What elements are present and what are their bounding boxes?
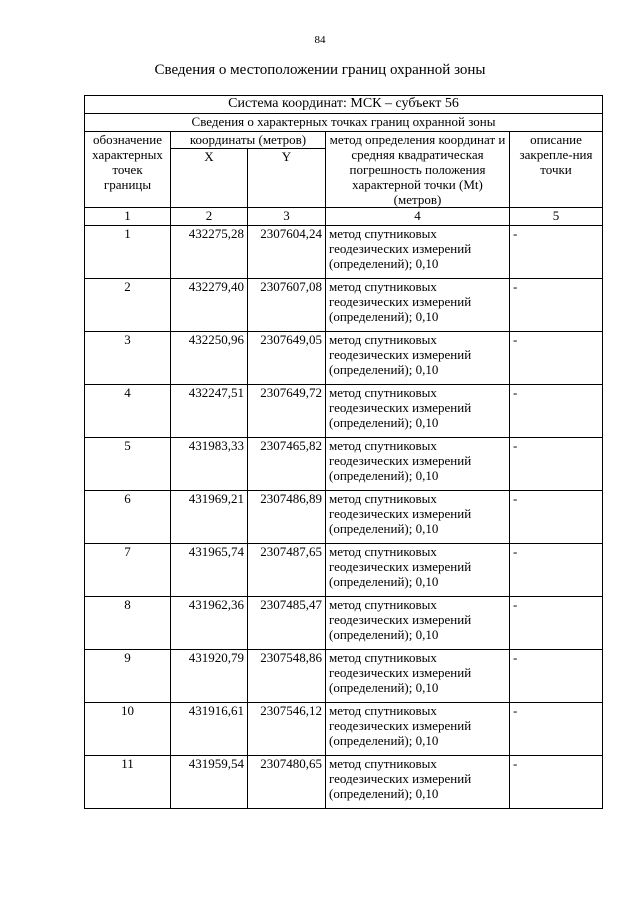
x-coordinate-cell: 431962,36 xyxy=(171,597,248,650)
point-designation-cell: 9 xyxy=(85,650,171,703)
header-fixing-description: описание закрепле-ния точки xyxy=(510,132,603,208)
document-title: Сведения о местоположении границ охранной зоны xyxy=(154,62,486,78)
method-cell: метод спутниковых геодезических измерений (определений); 0,10 xyxy=(326,385,510,438)
method-cell: метод спутниковых геодезических измерений (определений); 0,10 xyxy=(326,438,510,491)
method-cell: метод спутниковых геодезических измерений (определений); 0,10 xyxy=(326,756,510,809)
y-coordinate-cell: 2307465,82 xyxy=(248,438,326,491)
y-coordinate-cell: 2307480,65 xyxy=(248,756,326,809)
method-cell: метод спутниковых геодезических измерений (определений); 0,10 xyxy=(326,332,510,385)
point-designation-cell: 6 xyxy=(85,491,171,544)
x-coordinate-cell: 431920,79 xyxy=(171,650,248,703)
x-coordinate-cell: 432275,28 xyxy=(171,226,248,279)
method-cell: метод спутниковых геодезических измерений (определений); 0,10 xyxy=(326,703,510,756)
boundary-points-table xyxy=(84,95,603,809)
x-coordinate-cell: 431959,54 xyxy=(171,756,248,809)
y-coordinate-cell: 2307486,89 xyxy=(248,491,326,544)
x-coordinate-cell: 431969,21 xyxy=(171,491,248,544)
fixing-description-cell: - xyxy=(510,703,603,756)
column-number: 2 xyxy=(171,208,248,226)
y-coordinate-cell: 2307546,12 xyxy=(248,703,326,756)
fixing-description-cell: - xyxy=(510,756,603,809)
fixing-description-cell: - xyxy=(510,226,603,279)
y-coordinate-cell: 2307548,86 xyxy=(248,650,326,703)
header-x: X xyxy=(171,149,248,208)
fixing-description-cell: - xyxy=(510,491,603,544)
coordinate-system-caption: Система координат: МСК – субъект 56 xyxy=(85,96,603,114)
fixing-description-cell: - xyxy=(510,438,603,491)
point-designation-cell: 3 xyxy=(85,332,171,385)
section-title: Сведения о характерных точках границ охранной зоны xyxy=(85,114,603,132)
y-coordinate-cell: 2307649,72 xyxy=(248,385,326,438)
y-coordinate-cell: 2307485,47 xyxy=(248,597,326,650)
point-designation-cell: 4 xyxy=(85,385,171,438)
fixing-description-cell: - xyxy=(510,650,603,703)
point-designation-cell: 7 xyxy=(85,544,171,597)
x-coordinate-cell: 432250,96 xyxy=(171,332,248,385)
table-row xyxy=(85,332,603,385)
header-coordinates: координаты (метров) xyxy=(171,132,326,149)
y-coordinate-cell: 2307487,65 xyxy=(248,544,326,597)
fixing-description-cell: - xyxy=(510,544,603,597)
method-cell: метод спутниковых геодезических измерений (определений); 0,10 xyxy=(326,597,510,650)
table-row xyxy=(85,385,603,438)
header-y: Y xyxy=(248,149,326,208)
x-coordinate-cell: 431916,61 xyxy=(171,703,248,756)
point-designation-cell: 5 xyxy=(85,438,171,491)
method-cell: метод спутниковых геодезических измерений (определений); 0,10 xyxy=(326,491,510,544)
method-cell: метод спутниковых геодезических измерений (определений); 0,10 xyxy=(326,226,510,279)
table-row xyxy=(85,756,603,809)
point-designation-cell: 2 xyxy=(85,279,171,332)
y-coordinate-cell: 2307607,08 xyxy=(248,279,326,332)
table-row xyxy=(85,226,603,279)
header-point-designation: обозначение характерных точек границы xyxy=(85,132,171,208)
fixing-description-cell: - xyxy=(510,385,603,438)
column-number: 1 xyxy=(85,208,171,226)
method-cell: метод спутниковых геодезических измерений (определений); 0,10 xyxy=(326,544,510,597)
table-row xyxy=(85,491,603,544)
method-cell: метод спутниковых геодезических измерений (определений); 0,10 xyxy=(326,650,510,703)
fixing-description-cell: - xyxy=(510,597,603,650)
table-row xyxy=(85,279,603,332)
fixing-description-cell: - xyxy=(510,279,603,332)
x-coordinate-cell: 432279,40 xyxy=(171,279,248,332)
point-designation-cell: 11 xyxy=(85,756,171,809)
y-coordinate-cell: 2307649,05 xyxy=(248,332,326,385)
point-designation-cell: 10 xyxy=(85,703,171,756)
point-designation-cell: 8 xyxy=(85,597,171,650)
method-cell: метод спутниковых геодезических измерений (определений); 0,10 xyxy=(326,279,510,332)
column-number: 4 xyxy=(326,208,510,226)
column-number: 5 xyxy=(510,208,603,226)
column-number: 3 xyxy=(248,208,326,226)
table-row xyxy=(85,438,603,491)
page-number: 84 xyxy=(314,34,326,46)
x-coordinate-cell: 431983,33 xyxy=(171,438,248,491)
table-row xyxy=(85,703,603,756)
table-row xyxy=(85,597,603,650)
table-row xyxy=(85,544,603,597)
table-row xyxy=(85,650,603,703)
header-method: метод определения координат и средняя квадратическая погрешность положения характерной точки (Mt) (метров) xyxy=(326,132,510,208)
point-designation-cell: 1 xyxy=(85,226,171,279)
x-coordinate-cell: 432247,51 xyxy=(171,385,248,438)
x-coordinate-cell: 431965,74 xyxy=(171,544,248,597)
fixing-description-cell: - xyxy=(510,332,603,385)
column-number-row xyxy=(85,208,603,226)
y-coordinate-cell: 2307604,24 xyxy=(248,226,326,279)
